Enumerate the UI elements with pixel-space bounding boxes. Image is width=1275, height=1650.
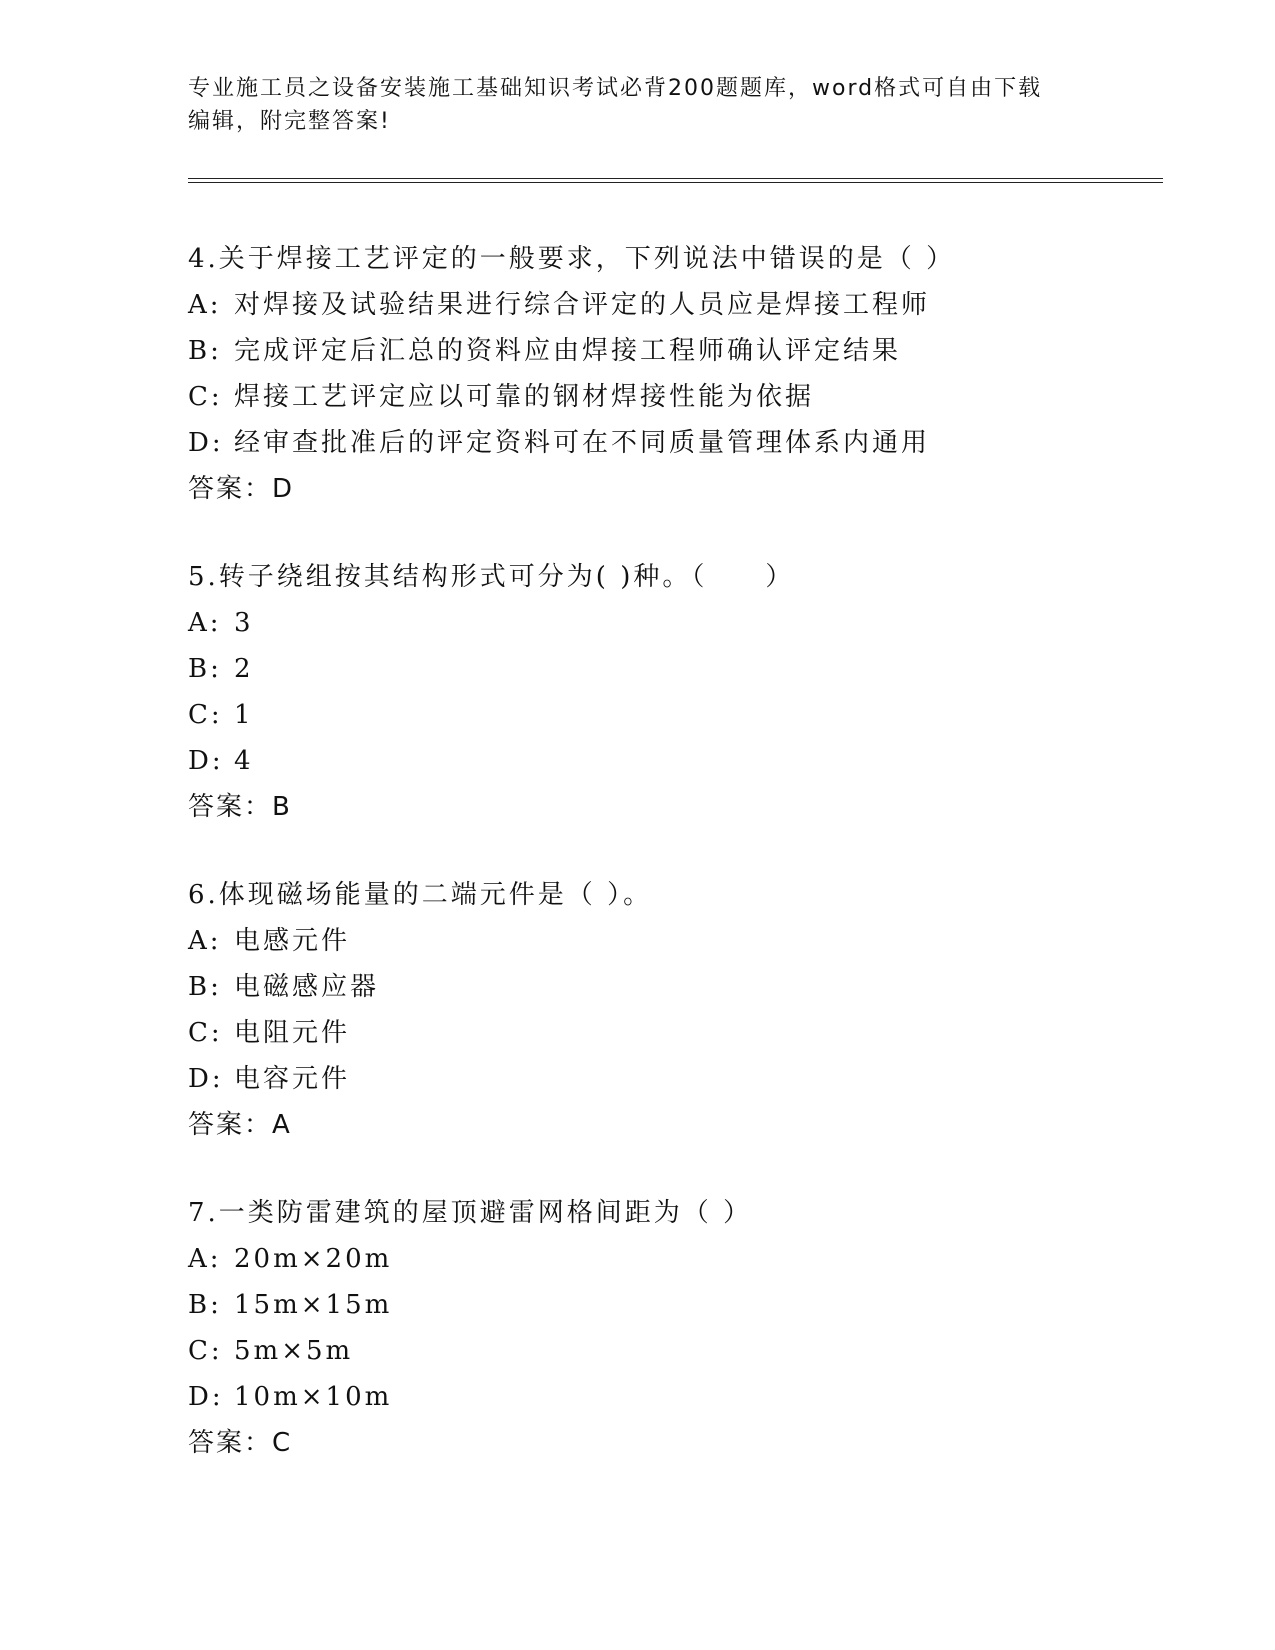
question-5 [188,554,1168,830]
header-line-2: 编辑，附完整答案! [188,109,391,134]
option-text: 电容元件 [234,1064,351,1094]
option-text: 1 [234,700,254,730]
answer: 答案：C [188,1428,293,1458]
option-key: C: [188,1336,223,1366]
option-key: B: [188,336,222,366]
option-c [188,692,1168,738]
option-key: C: [188,382,223,412]
option-key: A: [188,608,222,638]
option-d [188,420,1168,466]
option-text: 20m×20m [234,1244,393,1274]
option-key: C: [188,1018,223,1048]
option-key: A: [188,926,222,956]
option-b [188,646,1168,692]
option-text: 2 [234,654,254,684]
question-4 [188,236,1168,512]
answer: 答案：A [188,1110,292,1140]
answer: 答案：D [188,474,295,504]
option-d [188,1056,1168,1102]
option-c [188,1328,1168,1374]
option-key: D: [188,1382,224,1412]
option-text: 对焊接及试验结果进行综合评定的人员应是焊接工程师 [234,290,931,320]
option-text: 4 [234,746,254,776]
option-text: 电阻元件 [234,1018,351,1048]
option-key: D: [188,428,224,458]
option-text: 10m×10m [234,1382,393,1412]
question-title: 5.转子绕组按其结构形式可分为( )种。（ ） [188,562,795,592]
question-6 [188,872,1168,1148]
document-header [188,72,1088,138]
question-list [188,236,1168,1508]
option-text: 经审查批准后的评定资料可在不同质量管理体系内通用 [234,428,931,458]
option-key: A: [188,290,222,320]
option-a [188,918,1168,964]
question-title: 6.体现磁场能量的二端元件是（ ）。 [188,880,653,910]
option-key: B: [188,654,222,684]
option-b [188,964,1168,1010]
answer: 答案：B [188,792,292,822]
option-key: D: [188,1064,224,1094]
option-text: 焊接工艺评定应以可靠的钢材焊接性能为依据 [234,382,815,412]
header-line-1: 专业施工员之设备安装施工基础知识考试必背200题题库，word格式可自由下载 [188,76,1043,101]
option-text: 电磁感应器 [234,972,380,1002]
option-d [188,1374,1168,1420]
option-b [188,328,1168,374]
option-text: 15m×15m [234,1290,393,1320]
option-a [188,1236,1168,1282]
option-text: 3 [234,608,254,638]
option-text: 5m×5m [234,1336,354,1366]
option-text: 电感元件 [234,926,351,956]
option-key: B: [188,972,222,1002]
question-title: 4.关于焊接工艺评定的一般要求，下列说法中错误的是（ ） [188,244,956,274]
option-a [188,282,1168,328]
option-c [188,374,1168,420]
option-key: B: [188,1290,222,1320]
option-d [188,738,1168,784]
question-7 [188,1190,1168,1466]
option-key: C: [188,700,223,730]
option-c [188,1010,1168,1056]
option-b [188,1282,1168,1328]
option-key: D: [188,746,224,776]
option-a [188,600,1168,646]
option-key: A: [188,1244,222,1274]
question-title: 7.一类防雷建筑的屋顶避雷网格间距为（ ） [188,1198,753,1228]
option-text: 完成评定后汇总的资料应由焊接工程师确认评定结果 [234,336,902,366]
header-divider [188,178,1163,183]
